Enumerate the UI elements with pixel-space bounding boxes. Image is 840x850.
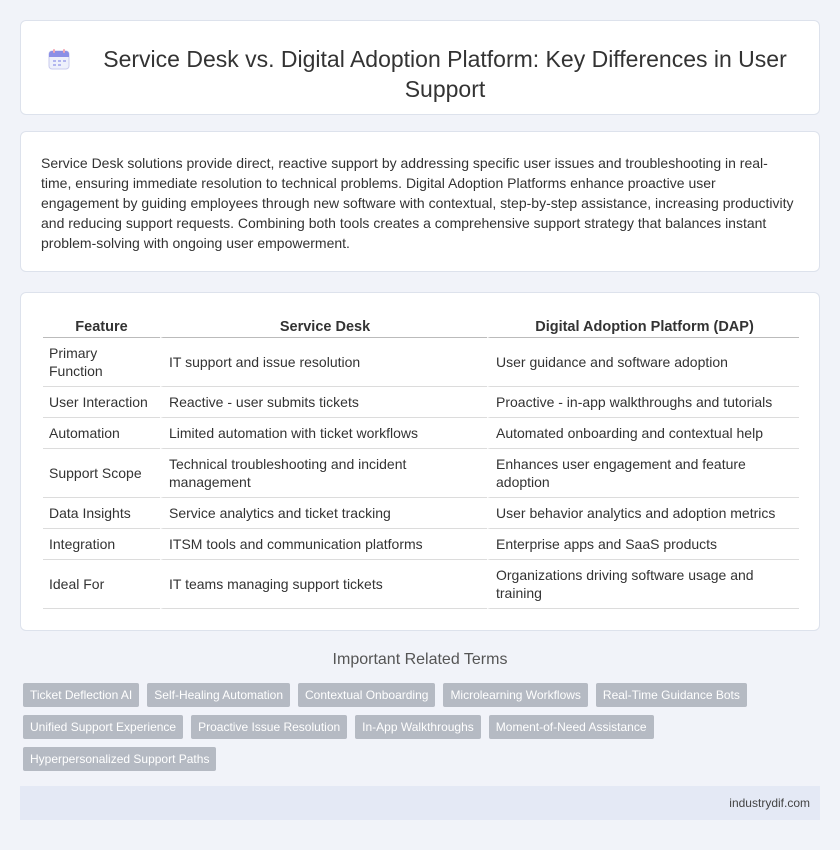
header-feature: Feature [43,313,160,338]
related-terms-heading: Important Related Terms [332,651,508,668]
term-tag[interactable]: In-App Walkthroughs [355,715,481,739]
table-header-row [43,313,799,338]
comparison-table [43,313,799,609]
dap-cell: Enhances user engagement and feature adoption [487,449,799,498]
feature-cell: Integration [43,529,160,560]
table-row [43,338,799,387]
page-title: Service Desk vs. Digital Adoption Platform: Key Differences in User Support [103,46,787,102]
service-desk-cell: IT support and issue resolution [160,338,487,387]
feature-cell: User Interaction [43,387,160,418]
table-row [43,498,799,529]
feature-cell: Data Insights [43,498,160,529]
term-tag[interactable]: Microlearning Workflows [443,683,587,707]
term-tag[interactable]: Moment-of-Need Assistance [489,715,654,739]
dap-cell: Enterprise apps and SaaS products [487,529,799,560]
term-tag[interactable]: Real-Time Guidance Bots [596,683,747,707]
service-desk-cell: ITSM tools and communication platforms [160,529,487,560]
table-row [43,529,799,560]
service-desk-cell: Reactive - user submits tickets [160,387,487,418]
service-desk-cell: IT teams managing support tickets [160,560,487,609]
term-tag[interactable]: Proactive Issue Resolution [191,715,347,739]
footer-site-link[interactable]: industrydif.com [729,796,810,810]
service-desk-cell: Limited automation with ticket workflows [160,418,487,449]
service-desk-cell: Technical troubleshooting and incident management [160,449,487,498]
table-row [43,387,799,418]
table-row [43,449,799,498]
feature-cell: Support Scope [43,449,160,498]
feature-cell: Automation [43,418,160,449]
header-dap: Digital Adoption Platform (DAP) [487,313,799,338]
intro-card [20,131,820,272]
table-row [43,418,799,449]
term-tag[interactable]: Unified Support Experience [23,715,183,739]
dap-cell: Organizations driving software usage and training [487,560,799,609]
term-tag[interactable]: Contextual Onboarding [298,683,435,707]
header-service-desk: Service Desk [160,313,487,338]
term-tag[interactable]: Ticket Deflection AI [23,683,139,707]
term-tag[interactable]: Hyperpersonalized Support Paths [23,747,216,771]
feature-cell: Primary Function [43,338,160,387]
title-card [20,20,820,115]
dap-cell: Proactive - in-app walkthroughs and tutorials [487,387,799,418]
intro-paragraph: Service Desk solutions provide direct, reactive support by addressing specific user issues and troubleshooting in real-time, ensuring immediate resolution to technical problems. Digital Adoption Platforms enhance proactive user engagement by guiding employees through new software with contextual, step-by-step assistance, increasing productivity and reducing support requests. Combining both tools creates a comprehensive support strategy that balances instant problem-solving with ongoing user empowerment. [41,155,794,251]
calendar-icon [48,48,70,70]
term-tag[interactable]: Self-Healing Automation [147,683,290,707]
dap-cell: User guidance and software adoption [487,338,799,387]
footer [20,786,820,820]
dap-cell: User behavior analytics and adoption metrics [487,498,799,529]
service-desk-cell: Service analytics and ticket tracking [160,498,487,529]
dap-cell: Automated onboarding and contextual help [487,418,799,449]
related-terms-list [23,683,803,771]
table-row [43,560,799,609]
feature-cell: Ideal For [43,560,160,609]
comparison-card [20,292,820,631]
